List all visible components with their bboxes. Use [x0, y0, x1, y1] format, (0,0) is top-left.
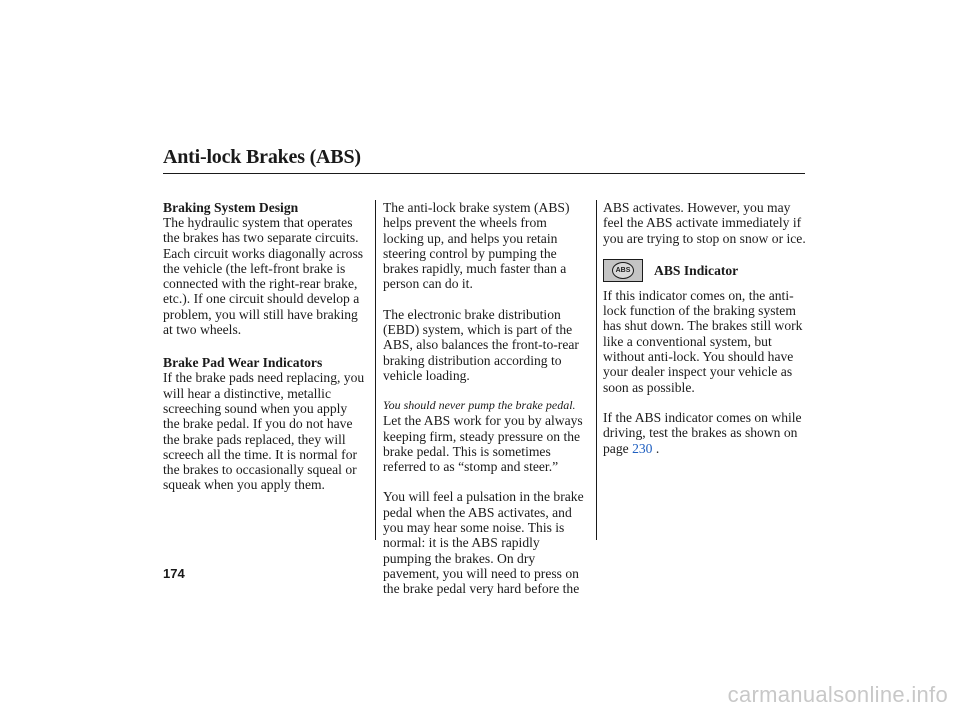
column-2: [383, 200, 593, 597]
paragraph-abs-activates: ABS activates. However, you may feel the ABS activate immediately if you are trying to stop on snow or ice.: [603, 200, 806, 246]
abs-icon-label: ABS: [612, 262, 634, 279]
paragraph-pulsation: You will feel a pulsation in the brake pedal when the ABS activates, and you may hear some noise. This is normal: it is the ABS rapidly pumping the brakes. On dry pavement, you will need to press on the brake pedal very hard before the: [383, 489, 584, 597]
paragraph-abs-intro: The anti-lock brake system (ABS) helps prevent the wheels from locking up, and helps you retain steering control by pumping the brakes rapidly, much faster than a person can do it.: [383, 200, 570, 292]
heading-brake-pad-wear: Brake Pad Wear Indicators: [163, 355, 323, 371]
column-1: [163, 200, 373, 493]
paragraph-indicator-on: If this indicator comes on, the anti- lock function of the braking system has shut down. The brakes still work like a conventional system, but without anti-lock. You should have your dealer inspect your vehicle as soon as possible.: [603, 287, 803, 395]
heading-abs-indicator: ABS Indicator: [654, 262, 739, 278]
title-rule: [163, 173, 805, 174]
paragraph-brake-pad-wear: If the brake pads need replacing, you will hear a distinctive, metallic screeching sound when you apply the brake pedal. If you do not have the brake pads replaced, they will screech all the time. It is normal for the brakes to occasionally squeal or squeak when you apply them.: [163, 370, 365, 493]
page-title: Anti-lock Brakes (ABS): [163, 146, 361, 168]
paragraph-ebd: The electronic brake distribution (EBD) system, which is part of the ABS, also balances the front-to-rear braking distribution according to vehicle loading.: [383, 306, 579, 383]
heading-braking-system-design: Braking System Design: [163, 200, 299, 215]
paragraph-braking-system: The hydraulic system that operates the brakes has two separate circuits. Each circuit works diagonally across the vehicle (the left-front brake is connected with the right-rear brake, etc.). If one circuit should develop a problem, you will still have braking at two wheels.: [163, 215, 364, 338]
page-number: 174: [163, 566, 185, 581]
abs-warning-icon: [603, 259, 643, 282]
test-brakes-text: If the ABS indicator comes on while driving, test the brakes as shown on page: [603, 409, 802, 456]
abs-indicator-header: [603, 259, 808, 282]
watermark: carmanualsonline.info: [727, 682, 948, 707]
page-230-link[interactable]: 230: [632, 440, 653, 456]
column-divider-1: [375, 200, 376, 540]
paragraph-test-brakes: [603, 410, 808, 456]
paragraph-stomp-steer: Let the ABS work for you by always keeping firm, steady pressure on the brake pedal. This is sometimes referred to as “stomp and steer.”: [383, 413, 583, 475]
warning-note: You should never pump the brake pedal.: [383, 398, 576, 413]
test-brakes-suffix: .: [652, 440, 660, 456]
column-3: [603, 200, 808, 456]
column-divider-2: [596, 200, 597, 540]
